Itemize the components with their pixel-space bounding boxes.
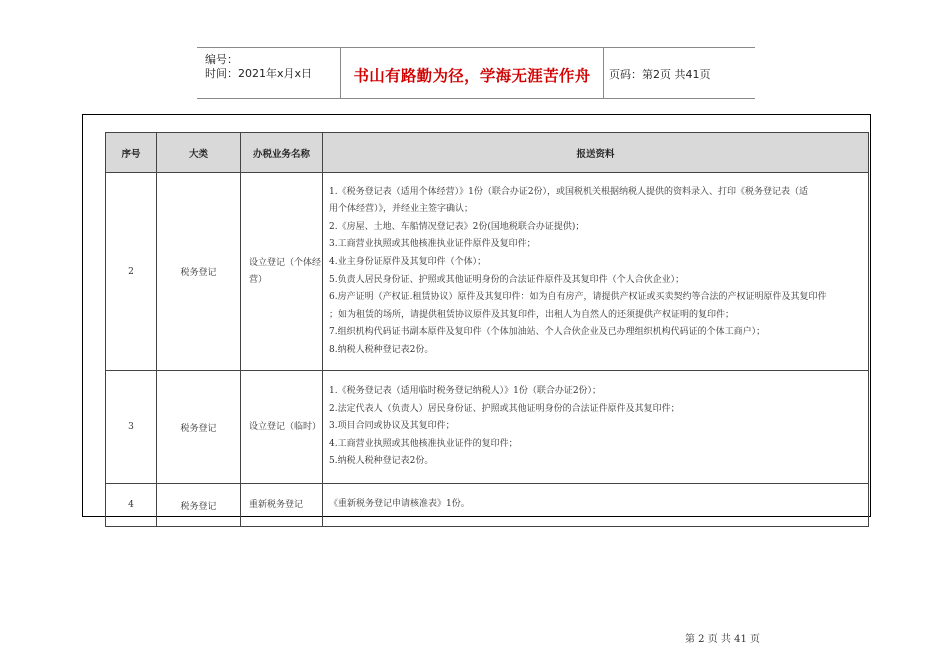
- row-num: 4: [106, 484, 157, 527]
- number-label: 编号：: [205, 53, 238, 66]
- header-info: [205, 53, 335, 81]
- row-category: 税务登记: [157, 173, 241, 371]
- materials-table: [105, 132, 869, 527]
- page-code: 页码：第2页 共41页: [609, 68, 711, 81]
- header-cell-materials: 报送资料: [323, 133, 869, 173]
- table-header-row: [106, 133, 869, 173]
- material-line: ；如为租赁的场所，请提供租赁协议原件及其复印件，出租人为自然人的还须提供产权证明的复印件；: [329, 309, 735, 320]
- row-materials: [323, 173, 869, 371]
- material-line: 4.业主身份证原件及其复印件（个体）；: [329, 256, 487, 267]
- row-materials: [323, 371, 869, 484]
- header-cell-category: 大类: [157, 133, 241, 173]
- row-category: 税务登记: [157, 371, 241, 484]
- material-line: 2.《房屋、土地、车船情况登记表》2份(国地税联合办证提供)；: [329, 221, 585, 232]
- page-header: [197, 47, 755, 99]
- material-line: 1.《税务登记表（适用临时税务登记纳税人）》1份（联合办证2份）；: [329, 386, 602, 397]
- material-line: 5.纳税人税种登记表2份。: [329, 456, 434, 467]
- table-row: [106, 371, 869, 484]
- header-cell-num: 序号: [106, 133, 157, 173]
- row-business-name: 设立登记（个体经营）: [241, 173, 323, 371]
- row-materials: [323, 484, 869, 527]
- row-num: 3: [106, 371, 157, 484]
- page-footer: 第 2 页 共 41 页: [685, 634, 760, 645]
- material-line: 8.纳税人税种登记表2份。: [329, 344, 434, 355]
- material-line: 5.负责人居民身份证、护照或其他证明身份的合法证件原件及其复印件（个人合伙企业）；: [329, 274, 685, 285]
- material-line: 4.工商营业执照或其他核准执业证件的复印件；: [329, 438, 518, 449]
- time-label: 时间：2021年x月x日: [205, 67, 313, 80]
- material-line: 《重新税务登记申请核准表》1份。: [329, 499, 470, 510]
- row-business-name: 重新税务登记: [241, 484, 323, 527]
- row-num: 2: [106, 173, 157, 371]
- material-line: 3.项目合同或协议及其复印件；: [329, 421, 455, 432]
- table-row: [106, 173, 869, 371]
- row-category: 税务登记: [157, 484, 241, 527]
- row-business-name: 设立登记（临时）: [241, 371, 323, 484]
- material-line: 7.组织机构代码证书副本原件及复印件（个体加油站、个人合伙企业及已办理组织机构代码证的个体工商户）；: [329, 327, 766, 338]
- header-motto-box: [340, 48, 604, 98]
- header-cell-name: 办税业务名称: [241, 133, 323, 173]
- material-line: 3.工商营业执照或其他核准执业证件原件及复印件；: [329, 239, 536, 250]
- material-line: 2.法定代表人（负责人）居民身份证、护照或其他证明身份的合法证件原件及其复印件；: [329, 403, 680, 414]
- material-line: 1.《税务登记表（适用个体经营）》1份（联合办证2份），或国税机关根据纳税人提供的资料录入、打印《税务登记表（适: [329, 186, 809, 197]
- table-row: [106, 484, 869, 527]
- material-line: 用个体经营）》，并经业主签字确认；: [329, 204, 474, 215]
- motto-text: 书山有路勤为径，学海无涯苦作舟: [353, 67, 591, 85]
- material-line: 6.房产证明（产权证.租赁协议）原件及其复印件：如为自有房产，请提供产权证或买卖契约等合法的产权证明原件及其复印件: [329, 292, 827, 303]
